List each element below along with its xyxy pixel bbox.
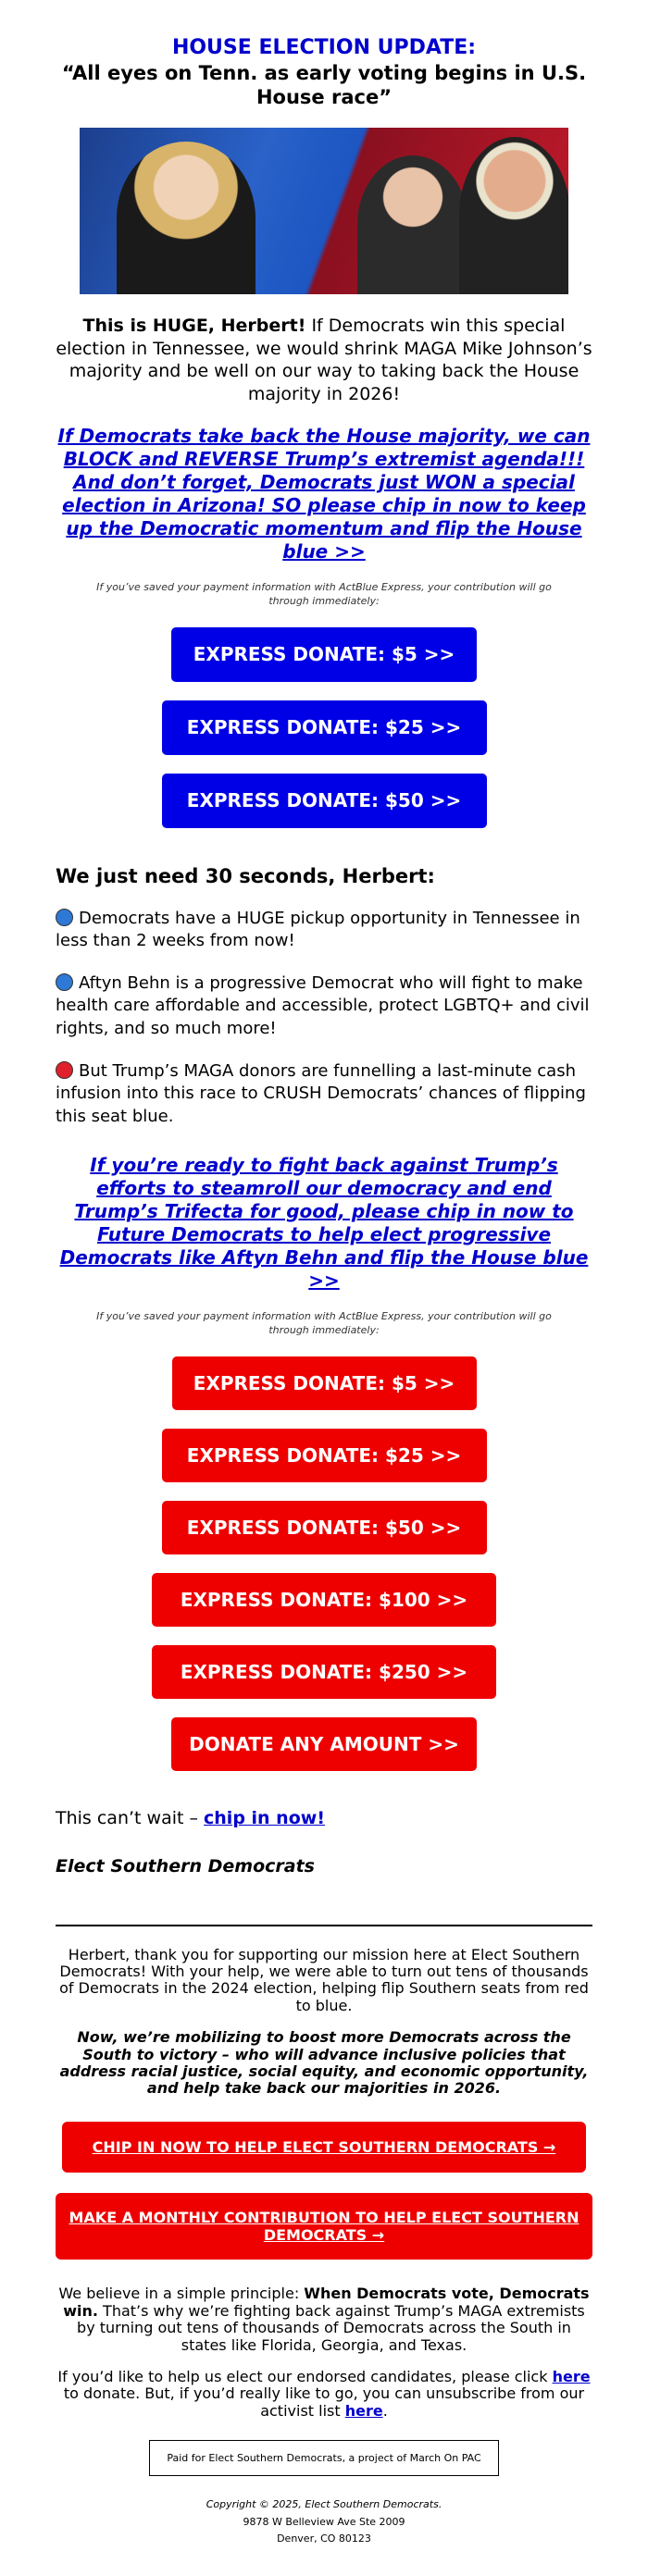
express-donate-50-red-button[interactable]: EXPRESS DONATE: $50 >> xyxy=(162,1501,487,1554)
footer-divider xyxy=(56,1925,592,1926)
bullet-item xyxy=(56,972,592,1040)
paid-for-box: Paid for Elect Southern Democrats, a project of March On PAC xyxy=(149,2440,499,2476)
red-circle-icon xyxy=(56,1061,73,1079)
section-title: We just need 30 seconds, Herbert: xyxy=(56,864,435,887)
bullet-text: Aftyn Behn is a progressive Democrat who will fight to make health care affordable and accessible, protect LGBTQ+ and civil rights, and so much more! xyxy=(56,973,590,1038)
hero-image[interactable] xyxy=(80,128,568,294)
footer-unsubscribe xyxy=(56,2369,592,2420)
express-donate-100-red-button[interactable]: EXPRESS DONATE: $100 >> xyxy=(152,1573,496,1627)
trump-photo xyxy=(459,137,568,294)
blue-button-group xyxy=(56,627,592,828)
bottom-spacer xyxy=(56,2548,592,2576)
email-body xyxy=(56,35,592,2576)
unsub-text-3: . xyxy=(382,2401,388,2420)
candidate-photo xyxy=(117,142,255,294)
donate-link-mid[interactable]: If you’re ready to fight back against Trump’s efforts to steamroll our democracy and end Trump’s Trifecta for good, please chip in now to Future Democrats to help elect progressive Democrats like Aftyn Behn and flip the House blue >> xyxy=(59,1153,589,1292)
intro-text: If Democrats win this special election in Tennessee, we would shrink MAGA Mike Johnson’s majority and be well on our way to taking back the House majority in 2026! xyxy=(56,316,592,405)
bullet-text: Democrats have a HUGE pickup opportunity in Tennessee in less than 2 weeks from now! xyxy=(56,908,580,950)
unsubscribe-link[interactable]: here xyxy=(344,2401,383,2420)
johnson-photo xyxy=(357,155,468,294)
principle-post: That’s why we’re fighting back against Trump’s MAGA extremists by turning out tens of thousands of Democrats across the South in states like Florida, Georgia, and Texas. xyxy=(77,2301,585,2354)
intro-paragraph xyxy=(56,315,592,406)
unsub-text-1: If you’d like to help us elect our endorsed candidates, please click xyxy=(57,2367,553,2385)
blue-circle-icon xyxy=(56,973,73,991)
donate-any-amount-button[interactable]: DONATE ANY AMOUNT >> xyxy=(171,1717,477,1771)
headline-quote: “All eyes on Tenn. as early voting begins in U.S. House race” xyxy=(61,61,587,108)
chip-in-link[interactable]: chip in now! xyxy=(204,1807,325,1828)
intro-bold: This is HUGE, Herbert! xyxy=(82,316,306,336)
express-donate-5-button[interactable]: EXPRESS DONATE: $5 >> xyxy=(171,627,477,682)
bullet-item xyxy=(56,1060,592,1128)
cant-wait-line xyxy=(56,1808,592,1828)
red-button-group xyxy=(56,1356,592,1771)
donate-link-top[interactable]: If Democrats take back the House majority, we can BLOCK and REVERSE Trump’s extremist agenda!!! And don’t forget, Democrats just WON a special election in Arizona! SO please chip in now to keep up the Democratic momentum and flip the House blue >> xyxy=(57,424,591,563)
express-note-top: If you’ve saved your payment information with ActBlue Express, your contribution will go through immediately: xyxy=(96,580,552,608)
principle-bold: When Democrats vote, Democrats win. xyxy=(63,2285,590,2320)
donate-here-link[interactable]: here xyxy=(552,2367,591,2385)
express-donate-5-red-button[interactable]: EXPRESS DONATE: $5 >> xyxy=(172,1356,477,1410)
express-donate-25-red-button[interactable]: EXPRESS DONATE: $25 >> xyxy=(162,1429,487,1482)
express-donate-250-red-button[interactable]: EXPRESS DONATE: $250 >> xyxy=(152,1645,496,1699)
cant-wait-text: This can’t wait – xyxy=(56,1807,205,1828)
bullet-text: But Trump’s MAGA donors are funnelling a last-minute cash infusion into this race to CRUSH Democrats’ chances of flipping this seat blue. xyxy=(56,1061,586,1126)
copyright-block xyxy=(56,2496,592,2548)
copyright: Copyright © 2025, Elect Southern Democrats. xyxy=(206,2498,442,2511)
chip-in-elect-button[interactable]: CHIP IN NOW TO HELP ELECT SOUTHERN DEMOCRATS → xyxy=(62,2122,586,2173)
address-line-2: Denver, CO 80123 xyxy=(277,2533,371,2545)
principle-pre: We believe in a simple principle: xyxy=(58,2285,305,2303)
unsub-text-2: to donate. But, if you’d really like to go, you can unsubscribe from our activist list xyxy=(63,2384,585,2420)
footer-thanks: Herbert, thank you for supporting our mission here at Elect Southern Democrats! With your help, we were able to turn out tens of thousands of Democrats in the 2024 election, helping flip Southern seats from red to blue. xyxy=(59,1945,589,2014)
monthly-contribution-button[interactable]: MAKE A MONTHLY CONTRIBUTION TO HELP ELECT SOUTHERN DEMOCRATS → xyxy=(56,2193,592,2260)
headline-label: HOUSE ELECTION UPDATE: xyxy=(171,36,477,59)
blue-circle-icon xyxy=(56,909,73,926)
address-line-1: 9878 W Belleview Ave Ste 2009 xyxy=(243,2515,405,2528)
express-donate-50-button[interactable]: EXPRESS DONATE: $50 >> xyxy=(162,774,487,828)
express-donate-25-button[interactable]: EXPRESS DONATE: $25 >> xyxy=(162,700,487,755)
express-note-mid: If you’ve saved your payment information with ActBlue Express, your contribution will go through immediately: xyxy=(96,1309,552,1337)
signature: Elect Southern Democrats xyxy=(56,1855,315,1876)
headline xyxy=(56,35,592,109)
footer-mobilizing: Now, we’re mobilizing to boost more Democrats across the South to victory – who will advance inclusive policies that address racial justice, social equity, and economic opportunity, and help take back our majorities in 2026. xyxy=(59,2028,589,2098)
footer-principle xyxy=(56,2285,592,2354)
bullet-item xyxy=(56,908,592,953)
